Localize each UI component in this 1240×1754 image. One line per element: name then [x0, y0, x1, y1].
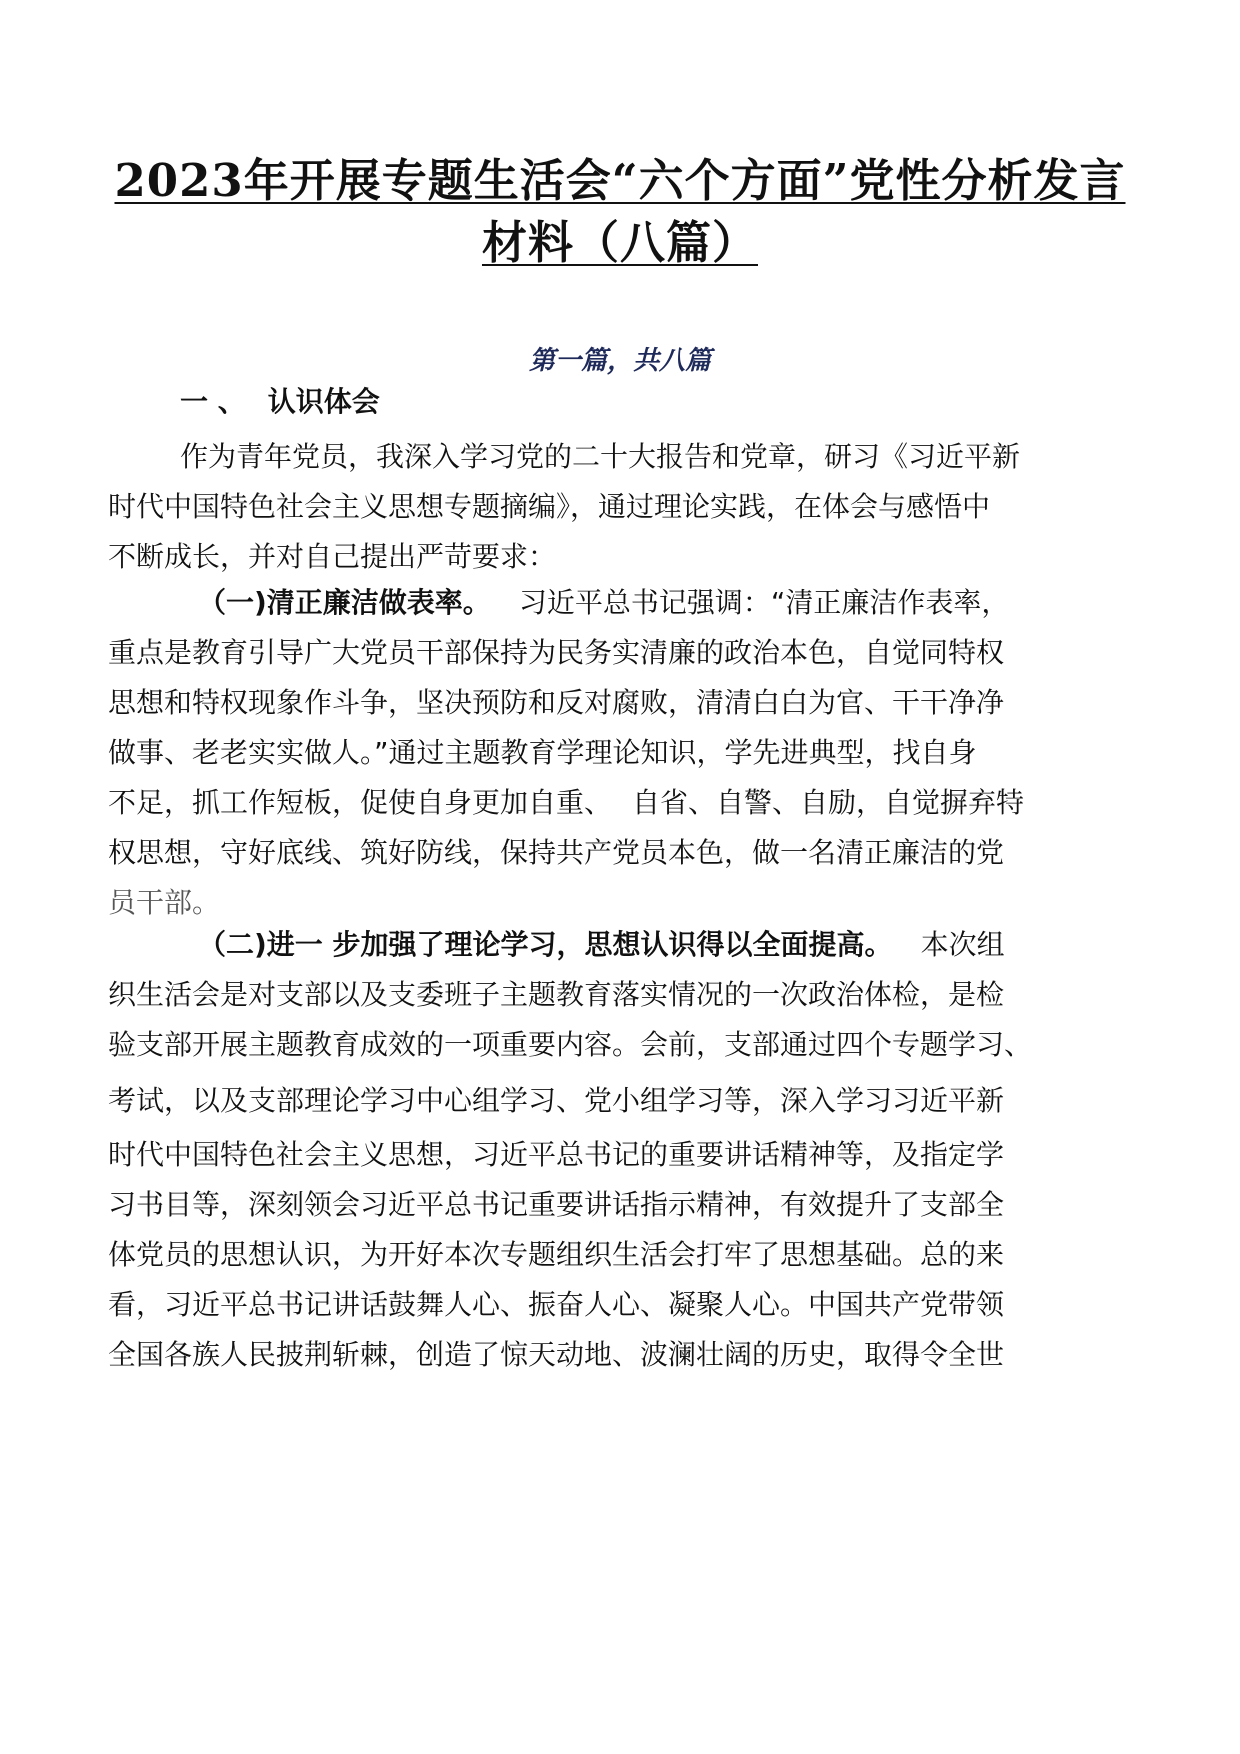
item-2-line: 全国各族人民披荆斩棘，创造了惊天动地、波澜壮阔的历史，取得令全世 [108, 1338, 1005, 1371]
item-1-line: 思想和特权现象作斗争，坚决预防和反对腐败，清清白白为官、干干净净 [108, 686, 1005, 719]
item-2-line: 看，习近平总书记讲话鼓舞人心、振奋人心、凝聚人心。中国共产党带领 [108, 1288, 1005, 1321]
title-line-2: 材料（八篇） [481, 216, 758, 269]
intro-paragraph [108, 432, 1128, 582]
item-1-line: 做事、老老实实做人。”通过主题教育学理论知识，学先进典型，找自身 [108, 736, 977, 769]
item-1-heading: （一)清正廉洁做表率。 [198, 586, 491, 619]
item-1-line [108, 778, 1128, 828]
item-2-line: 体党员的思想认识，为开好本次专题组织生活会打牢了思想基础。总的来 [108, 1238, 1005, 1271]
subtitle: 第一篇，共八篇 [528, 346, 711, 376]
item-1-line-part: 不足，抓工作短板，促使自身更加自重、 [108, 786, 613, 819]
item-2-line: 验支部开展主题教育成效的一项重要内容。会前，支部通过四个专题学习、 [108, 1028, 1033, 1061]
item-2-line: 考试，以及支部理论学习中心组学习、党小组学习等，深入学习习近平新 [108, 1084, 1005, 1117]
item-2-line: 织生活会是对支部以及支委班子主题教育落实情况的一次政治体检，是检 [108, 978, 1005, 1011]
item-1-line: 员干部。 [108, 886, 221, 919]
item-1-line-part: 自省、自警、自励，自觉摒弃特 [632, 786, 1025, 819]
item-2-line: 时代中国特色社会主义思想，习近平总书记的重要讲话精神等，及指定学 [108, 1138, 1005, 1171]
intro-line: 不断成长，并对自己提出严苛要求： [108, 540, 557, 573]
item-1-text: 习近平总书记强调：“清正廉洁作表率， [518, 586, 1010, 619]
section-number: 一 、 [180, 385, 246, 418]
section-heading [180, 380, 380, 420]
item-2-heading: （二)进一 步加强了理论学习，思想认识得以全面提高。 [198, 928, 893, 961]
section-label: 认识体会 [267, 385, 380, 418]
item-2-line: 习书目等，深刻领会习近平总书记重要讲话指示精神，有效提升了支部全 [108, 1188, 1005, 1221]
item-2-text: 本次组 [920, 928, 1005, 961]
title-line-1: 2023年开展专题生活会“六个方面”党性分析发言 [114, 154, 1126, 207]
item-2-paragraph [108, 920, 1128, 1380]
item-1-line: 权思想，守好底线、筑好防线，保持共产党员本色，做一名清正廉洁的党 [108, 836, 1005, 869]
item-1-line: 重点是教育引导广大党员干部保持为民务实清廉的政治本色，自觉同特权 [108, 636, 1005, 669]
intro-line: 作为青年党员，我深入学习党的二十大报告和党章，研习《习近平新 [180, 440, 1021, 473]
item-1-paragraph [108, 578, 1128, 928]
item-1-first-line [108, 578, 1128, 628]
document-title [100, 150, 1140, 274]
item-2-first-line [108, 920, 1128, 970]
intro-line: 时代中国特色社会主义思想专题摘编》，通过理论实践，在体会与感悟中 [108, 490, 991, 523]
